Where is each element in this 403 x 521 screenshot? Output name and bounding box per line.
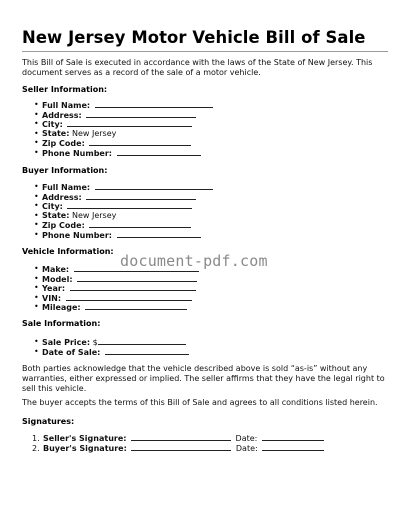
as-is-paragraph: Both parties acknowledge that the vehicle described above is sold “as-is” without any warranties, either expressed or implied. The seller affirms that they have the legal right to sell this vehicle. — [22, 364, 385, 393]
zip-code-field[interactable] — [89, 138, 191, 146]
field-label: Phone Number: — [42, 148, 112, 158]
seller-signature-field[interactable] — [131, 433, 231, 441]
item-number: 2. — [32, 444, 40, 453]
list-item — [22, 283, 382, 293]
list-item — [22, 201, 382, 211]
phone-number-field[interactable] — [117, 148, 201, 156]
field-label: State: — [42, 128, 70, 138]
signature-label: Seller's Signature: — [43, 434, 127, 443]
vehicle-fields — [22, 264, 382, 312]
buyer-date-field[interactable] — [262, 443, 324, 451]
list-item — [22, 230, 382, 240]
mileage-field[interactable] — [85, 302, 187, 310]
seller-fields — [22, 100, 382, 157]
field-label: Address: — [42, 192, 82, 202]
list-item — [22, 148, 382, 158]
address-field[interactable] — [86, 192, 196, 200]
list-item — [22, 138, 382, 148]
watermark-text: document-pdf.com — [120, 252, 268, 270]
list-item — [22, 182, 382, 192]
list-item — [22, 110, 382, 120]
sale-fields — [22, 337, 382, 356]
phone-number-field[interactable] — [117, 230, 201, 238]
currency-symbol: $ — [92, 338, 98, 347]
vehicle-heading: Vehicle Information: — [22, 247, 114, 256]
signature-list — [22, 433, 382, 453]
sale-heading: Sale Information: — [22, 319, 101, 328]
field-label: Make: — [42, 265, 70, 274]
field-label: State: — [42, 210, 70, 220]
field-label: Phone Number: — [42, 230, 112, 240]
date-of-sale-field[interactable] — [105, 347, 189, 355]
title-divider — [22, 51, 388, 52]
city-field[interactable] — [67, 201, 192, 209]
field-label: Sale Price: — [42, 338, 91, 347]
field-label: Model: — [42, 274, 73, 284]
list-item — [22, 220, 382, 230]
state-value: New Jersey — [71, 210, 117, 220]
field-label: Date of Sale: — [42, 347, 101, 357]
document-title: New Jersey Motor Vehicle Bill of Sale — [22, 28, 366, 47]
field-label: Full Name: — [42, 183, 91, 192]
list-item — [22, 302, 382, 312]
seller-heading: Seller Information: — [22, 85, 108, 94]
signature-label: Buyer's Signature: — [43, 444, 127, 453]
list-item — [22, 443, 382, 453]
full-name-field[interactable] — [95, 100, 213, 108]
date-label: Date: — [235, 444, 258, 453]
field-label: City: — [42, 120, 63, 129]
field-label: Zip Code: — [42, 139, 85, 148]
list-item — [22, 119, 382, 129]
list-item — [22, 337, 382, 347]
state-value: New Jersey — [71, 128, 117, 138]
buyer-signature-field[interactable] — [131, 443, 231, 451]
model-field[interactable] — [77, 274, 197, 282]
list-item — [22, 211, 382, 221]
full-name-field[interactable] — [95, 182, 213, 190]
list-item — [22, 433, 382, 443]
sale-price-field[interactable] — [98, 337, 186, 345]
date-label: Date: — [235, 434, 258, 443]
field-label: VIN: — [42, 293, 62, 303]
list-item — [22, 192, 382, 202]
buyer-fields — [22, 182, 382, 239]
city-field[interactable] — [67, 119, 192, 127]
year-field[interactable] — [70, 283, 196, 291]
list-item — [22, 293, 382, 303]
zip-code-field[interactable] — [89, 220, 191, 228]
field-label: Mileage: — [42, 303, 81, 312]
signatures-heading: Signatures: — [22, 417, 75, 426]
item-number: 1. — [32, 434, 40, 443]
field-label: Address: — [42, 110, 82, 120]
intro-paragraph: This Bill of Sale is executed in accordance with the laws of the State of New Jersey. This document serves as a record of the sale of a motor vehicle. — [22, 58, 373, 77]
list-item — [22, 100, 382, 110]
vin-field[interactable] — [66, 293, 192, 301]
field-label: Year: — [42, 284, 66, 293]
address-field[interactable] — [86, 110, 196, 118]
list-item — [22, 274, 382, 284]
list-item — [22, 347, 382, 357]
field-label: Zip Code: — [42, 221, 85, 230]
field-label: Full Name: — [42, 101, 91, 110]
list-item — [22, 129, 382, 139]
seller-date-field[interactable] — [262, 433, 324, 441]
field-label: City: — [42, 202, 63, 211]
buyer-heading: Buyer Information: — [22, 166, 108, 175]
acceptance-paragraph: The buyer accepts the terms of this Bill of Sale and agrees to all conditions listed herein. — [22, 398, 378, 407]
